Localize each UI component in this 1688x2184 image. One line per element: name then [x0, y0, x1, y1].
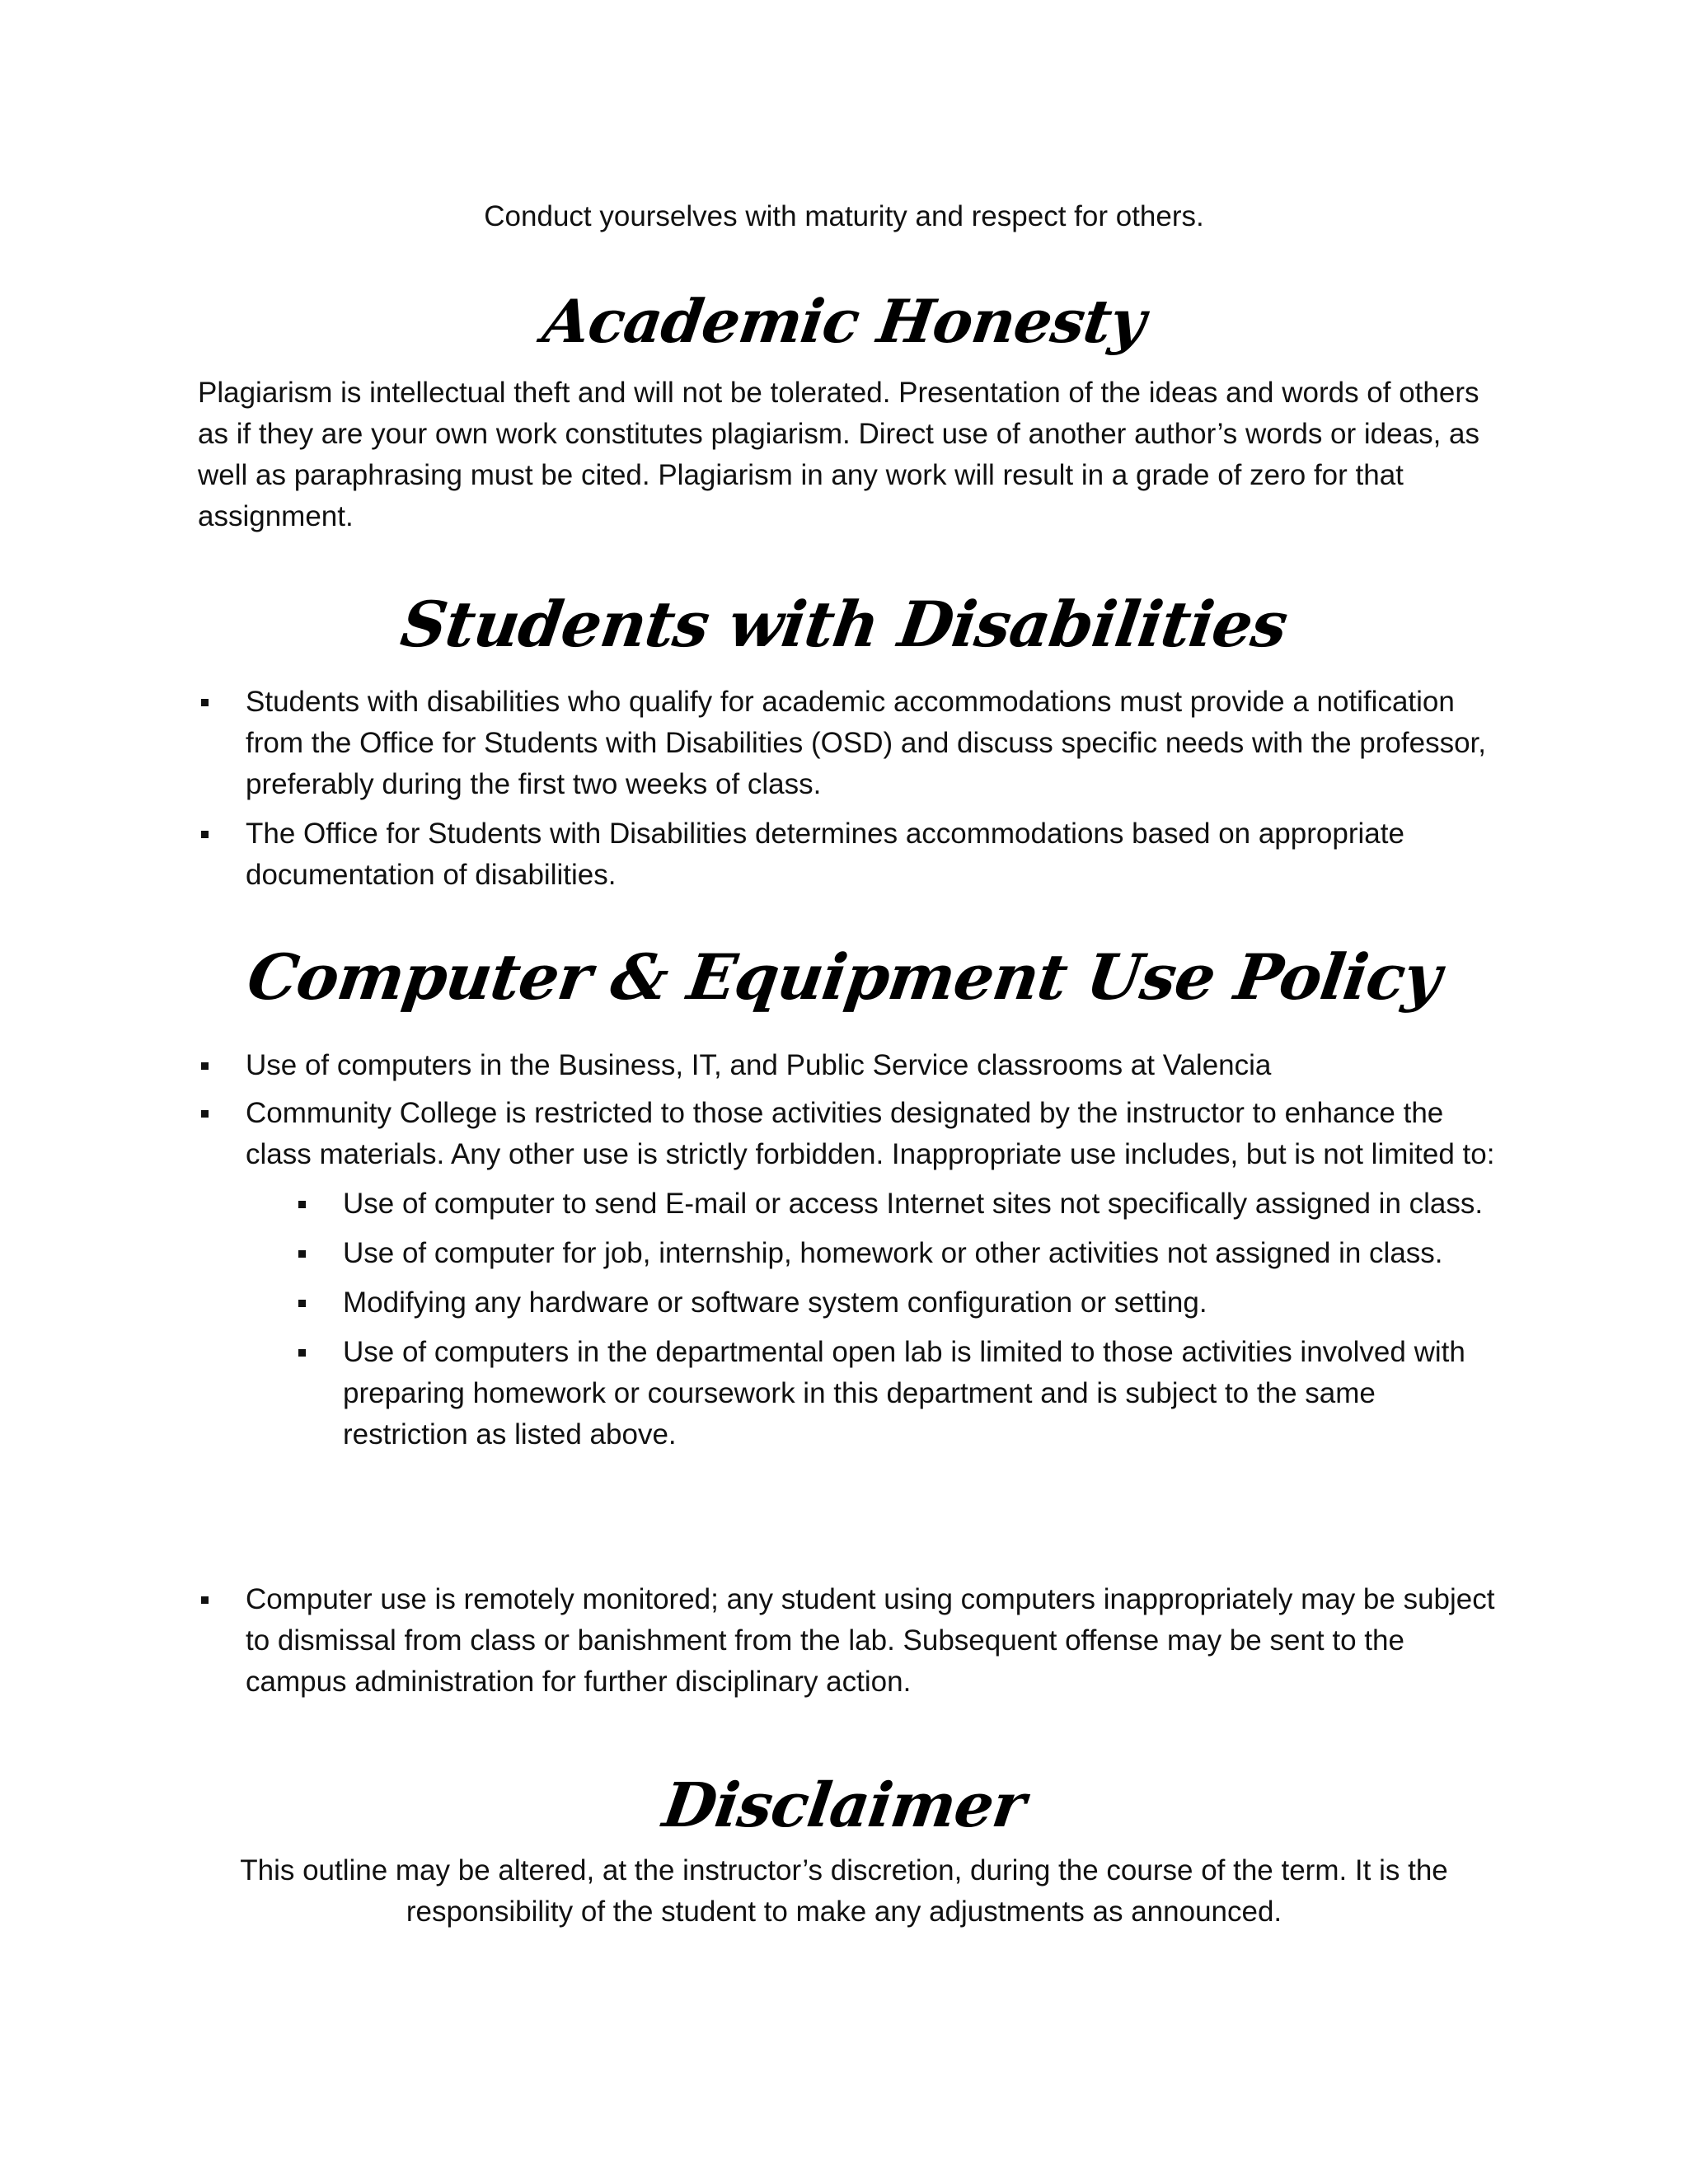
disabilities-heading: Students with Disabilities [396, 588, 1292, 661]
disclaimer-text: This outline may be altered, at the instructor’s discretion, during the course of the term. It is the responsibility of the student to make any adjustments as announced. [240, 1854, 1448, 1928]
list-item-text: Use of computers in the Business, IT, and Public Service classrooms at Valencia [246, 1049, 1272, 1081]
computer-policy-list [198, 1045, 1500, 1464]
list-item [198, 1045, 1500, 1086]
disclaimer-heading: Disclaimer [659, 1770, 1029, 1841]
sub-list-item: Modifying any hardware or software system configuration or setting. [295, 1282, 1500, 1324]
sub-list-item: Use of computer to send E-mail or access Internet sites not specifically assigned in class. [295, 1183, 1500, 1225]
list-item: The Office for Students with Disabilities determines accommodations based on appropriate documentation of disabilities. [198, 813, 1500, 896]
academic-honesty-heading: Academic Honesty [538, 286, 1150, 356]
list-item: Students with disabilities who qualify for academic accommodations must provide a notification from the Office for Students with Disabilities (OSD) and discuss specific needs with the professor, preferably during the first two weeks of class. [198, 682, 1500, 805]
intro-text: Conduct yourselves with maturity and respect for others. [484, 200, 1204, 232]
academic-honesty-text: Plagiarism is intellectual theft and will not be tolerated. Presentation of the ideas and words of others as if they are your own work constitutes plagiarism. Direct use of another author’s words or ideas, as well as paraphrasing must be cited. Plagiarism in any work will result in a grade of zero for that assignment. [198, 377, 1479, 532]
list-item: Computer use is remotely monitored; any student using computers inappropriately may be subject to dismissal from class or banishment from the lab. Subsequent offense may be sent to the campus administration for further disciplinary action. [198, 1579, 1500, 1703]
list-item [198, 1093, 1500, 1455]
sub-list-item: Use of computer for job, internship, homework or other activities not assigned in class. [295, 1233, 1500, 1274]
sub-list-item: Use of computers in the departmental open lab is limited to those activities involved with preparing homework or coursework in this department and is subject to the same restriction as listed above. [295, 1332, 1500, 1455]
computer-policy-heading: Computer & Equipment Use Policy [242, 940, 1446, 1014]
list-item-text: Community College is restricted to those activities designated by the instructor to enhance the class materials. Any other use is strictly forbidden. Inappropriate use includes, but is not limited to: [246, 1097, 1495, 1170]
disabilities-list [198, 682, 1500, 904]
sub-list [246, 1183, 1500, 1455]
computer-policy-list-continued [198, 1579, 1500, 1703]
